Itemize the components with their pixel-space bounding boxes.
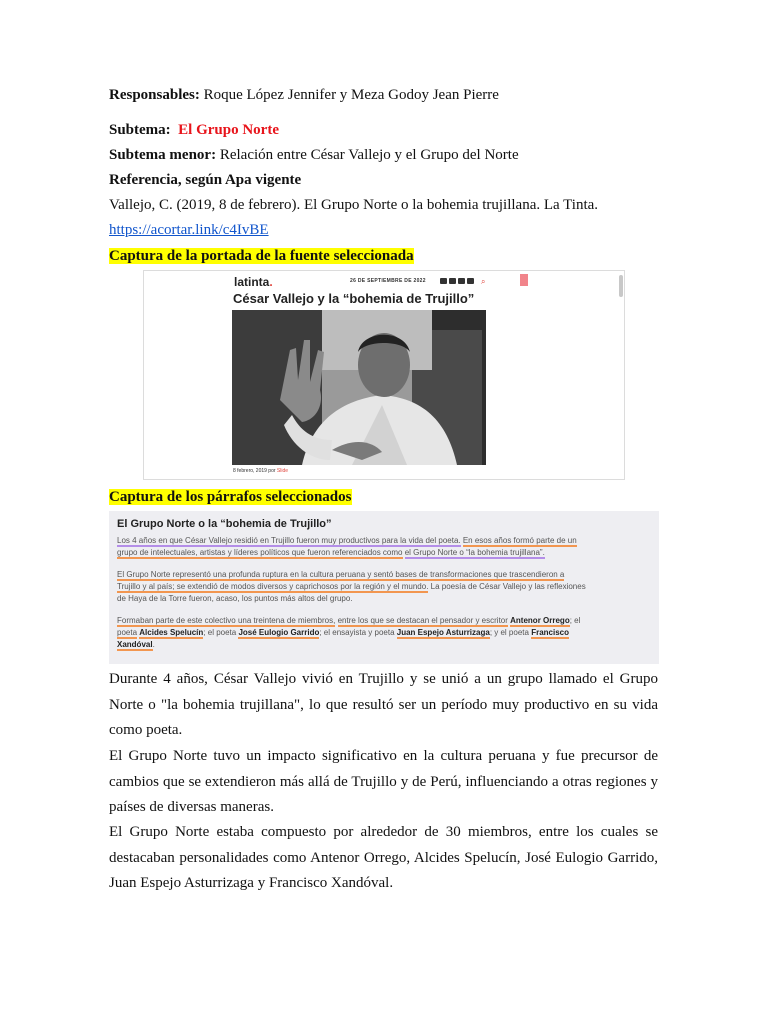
site-date: 26 DE SEPTIEMBRE DE 2022 — [350, 278, 426, 284]
referencia-link-line — [109, 221, 269, 239]
excerpt-p2-line3: de Haya de la Torre fueron, acaso, los puntos más altos del grupo. — [117, 594, 353, 603]
subtema-value: El Grupo Norte — [178, 122, 279, 138]
referencia-heading: Referencia, según Apa vigente — [109, 172, 302, 188]
search-icon[interactable]: ⌕ — [481, 277, 486, 286]
excerpt-p2-line1: El Grupo Norte representó una profunda ruptura en la cultura peruana y sentó bases de transformaciones que trascendieron a — [117, 570, 565, 579]
site-header — [144, 271, 624, 291]
article-photo — [232, 310, 486, 465]
captura-portada-heading: Captura de la portada de la fuente seleccionada — [109, 248, 414, 264]
responsables-label: Responsables: — [109, 87, 200, 103]
subtema-line — [109, 121, 279, 139]
body-paragraph-1: Durante 4 años, César Vallejo vivió en Trujillo y se unió a un grupo llamado el Grupo Norte o "la bohemia trujillana", lo que resultó ser un período muy productivo en su vida como poeta. — [109, 671, 658, 738]
article-title: César Vallejo y la “bohemia de Trujillo” — [233, 291, 475, 306]
scrollbar[interactable] — [619, 275, 623, 297]
menu-badge[interactable] — [520, 274, 528, 286]
site-logo: latinta. — [234, 275, 273, 289]
referencia-citation: Vallejo, C. (2019, 8 de febrero). El Grupo Norte o la bohemia trujillana. La Tinta. — [109, 197, 599, 213]
referencia-link[interactable]: https://acortar.link/c4IvBE — [109, 222, 269, 238]
instagram-icon[interactable] — [449, 278, 456, 284]
youtube-icon[interactable] — [458, 278, 465, 284]
responsables-value: Roque López Jennifer y Meza Godoy Jean Pierre — [203, 87, 499, 103]
body-paragraph-3: El Grupo Norte estaba compuesto por alrededor de 30 miembros, entre los cuales se destacaban personalidades como Antenor Orrego, Alcides Spelucín, José Eulogio Garrido, Juan Espejo Asturrizaga y Francisco Xandóval. — [109, 824, 658, 891]
excerpt-p2-line2: Trujillo y al país; se extendió de modos diversos y caprichosos por la región y el mundo. La poesía de César Vallejo y las reflexiones — [117, 582, 586, 591]
caption-author[interactable]: Slide — [276, 468, 289, 474]
responsables-line — [109, 86, 499, 104]
captura-portada-line — [109, 247, 414, 265]
subtema-menor-line — [109, 146, 519, 164]
excerpt-p3-line2: poeta Alcides Spelucín; el poeta José Eulogio Garrido; el ensayista y poeta Juan Espejo Asturrizaga; y el poeta Francisco — [117, 628, 569, 637]
twitter-icon[interactable] — [467, 278, 474, 284]
excerpt-title: El Grupo Norte o la “bohemia de Trujillo” — [117, 518, 332, 530]
facebook-icon[interactable] — [440, 278, 447, 284]
parrafos-screenshot — [109, 511, 659, 664]
body-paragraph-2: El Grupo Norte tuvo un impacto significativo en la cultura peruana y fue precursor de cambios que se extendieron más allá de Trujillo y de Perú, influenciando a otras regiones y países de diversas maneras. — [109, 748, 658, 815]
excerpt-p3-line3: Xandóval. — [117, 640, 155, 649]
captura-parrafos-heading: Captura de los párrafos seleccionados — [109, 489, 352, 505]
subtema-menor-value: Relación entre César Vallejo y el Grupo del Norte — [219, 147, 519, 163]
excerpt-p3-line1: Formaban parte de este colectivo una treintena de miembros, entre los que se destacan el pensador y escritor Antenor Orrego; el — [117, 616, 581, 625]
subtema-menor-label: Subtema menor: — [109, 147, 217, 163]
photo-caption: 8 febrero, 2019 por Slide — [233, 468, 289, 474]
photo-graphic — [232, 310, 486, 465]
subtema-label: Subtema: — [109, 122, 171, 138]
portada-screenshot — [143, 270, 625, 480]
excerpt-p1-line1: Los 4 años en que César Vallejo residió en Trujillo fueron muy productivos para la vida del poeta. En esos años formó parte de un — [117, 536, 577, 545]
captura-parrafos-line — [109, 488, 352, 506]
excerpt-p1-line2: grupo de intelectuales, artistas y líderes políticos que fueron referenciados como el Grupo Norte o “la bohemia trujillana”. — [117, 548, 545, 557]
